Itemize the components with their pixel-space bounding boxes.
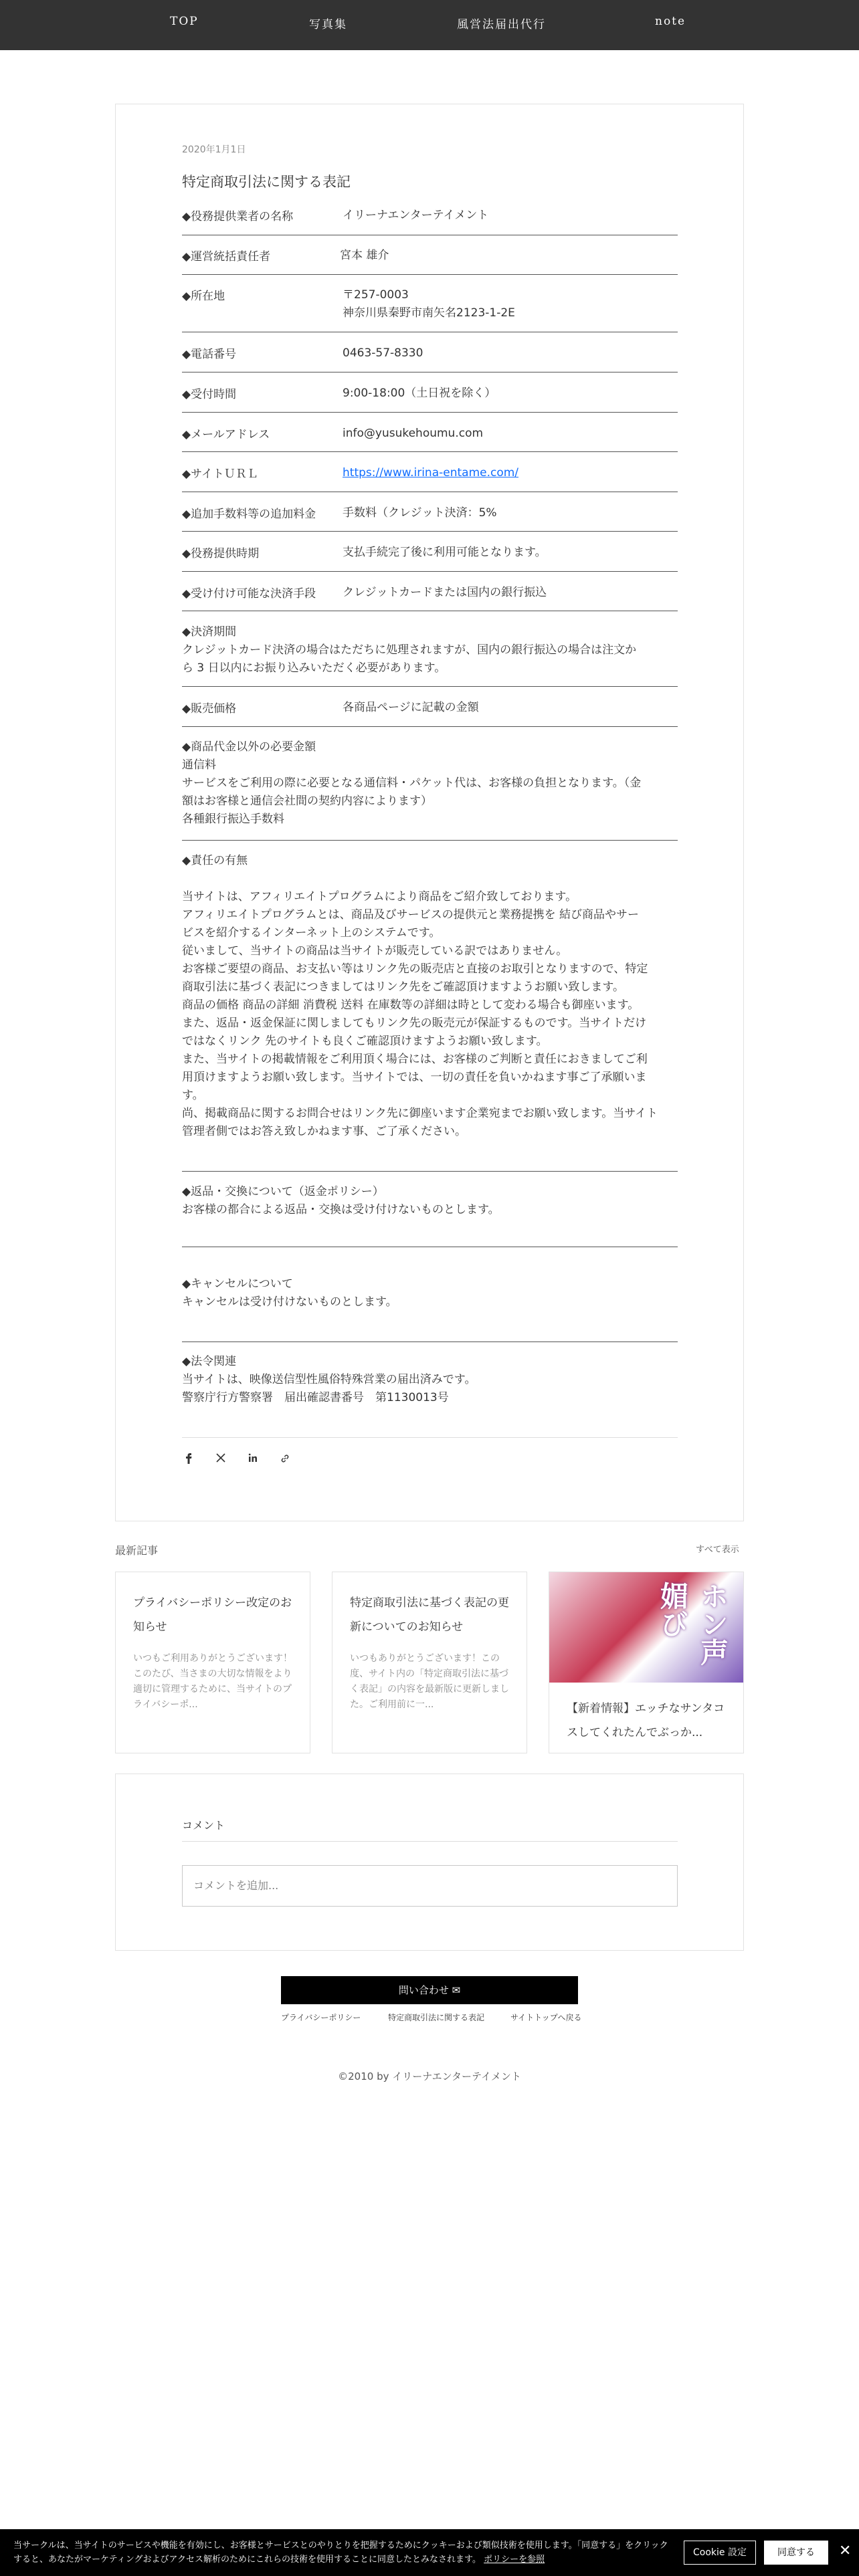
footer-link-top[interactable]: サイトトップへ戻る [510,2013,582,2022]
recent-post-thumbnail[interactable] [549,1572,744,1683]
section-text: 商品の価格 商品の詳細 消費税 送料 在庫数等の詳細は時として変わる場合も御座います。 [182,998,640,1012]
section-text: ではなくリンク 先のサイトも良くご確認頂けますようお願い致します。 [182,1035,548,1048]
section-text: 商取引法に基づく表記につきましてはリンク先をご確認頂けますようお願い致します。 [182,980,624,994]
comment-input[interactable]: コメントを追加... [182,1865,678,1907]
row-value: 9:00-18:00（土日祝を除く） [343,387,496,400]
divider [182,726,678,727]
nav-permit-service[interactable]: 風営法届出代行 [457,18,546,31]
row-value: info@yusukehoumu.com [343,427,484,440]
section-text: 警察庁行方警察署 届出確認書番号 第1130013号 [182,1391,449,1404]
footer-link-privacy[interactable]: プライバシーポリシー [281,2013,361,2022]
row-value: 0463-57-8330 [343,346,423,360]
section-text: サービスをご利用の際に必要となる通信料・パケット代は、お客様の負担となります。（金 [182,776,642,790]
section-text: ら 3 日以内にお振り込みいただく必要があります。 [182,661,446,675]
section-text: 尚、掲載商品に関するお問合せはリンク先に御座います企業宛までお願い致します。当サイト [182,1107,658,1120]
section-label: ◆キャンセルについて [182,1277,293,1291]
recent-post-title[interactable]: 特定商取引法に基づく表記の更新についてのお知らせ [350,1596,509,1634]
top-navigation [0,0,859,50]
law-section [182,1353,678,1407]
section-label: ◆責任の有無 [182,854,248,867]
section-text: 額はお客様と通信会社間の契約内容によります） [182,794,432,808]
section-text: お客様の都合による返品・交換は受け付けないものとします。 [182,1203,500,1216]
close-icon[interactable]: ✕ [839,2543,852,2559]
section-text: 管理者側ではお答え致しかねます事、ご了承ください。 [182,1125,466,1138]
footer-link-legal[interactable]: 特定商取引法に関する表記 [388,2013,485,2022]
row-label: ◆運営統括責任者 [182,250,271,263]
section-text: す。 [182,1089,204,1102]
settlement-section [182,623,678,677]
recent-posts-title: 最新記事 [115,1544,159,1557]
linkedin-icon[interactable] [246,1453,260,1467]
facebook-icon[interactable] [182,1453,195,1467]
cookie-settings-button[interactable]: Cookie 設定 [684,2541,756,2565]
recent-post-card[interactable] [332,1572,527,1753]
row-label: ◆受付時間 [182,388,237,401]
section-text: 当サイトは、アフィリエイトプログラムにより商品をご紹介致しております。 [182,890,577,903]
copyright: ©2010 by イリーナエンターテイメント [338,2070,521,2082]
divider [182,274,678,275]
x-icon[interactable] [214,1453,227,1467]
row-label: ◆受け付け可能な決済手段 [182,587,316,601]
recent-post-card[interactable] [549,1572,744,1753]
row-label: ◆役務提供業者の名称 [182,210,294,223]
section-text: 用頂けますようお願い致します。当サイトでは、一切の責任を負いかねます事ご了承願いま [182,1071,647,1084]
cookie-text-block [13,2539,669,2567]
section-text: 通信料 [182,758,216,772]
section-text: また、返品・返金保証に関しましてもリンク先の販売元が保証するものです。当サイトだけ [182,1016,647,1030]
section-text: ビスを紹介するインターネット上のシステムです。 [182,926,441,940]
recent-post-excerpt: いつもご利用ありがとうございます！ このたび、当さまの大切な情報をより適切に管理するために、当サイトのプライバシーポ... [133,1653,292,1710]
divider [182,686,678,687]
recent-post-card[interactable] [115,1572,310,1753]
divider [182,412,678,413]
link-icon[interactable] [278,1453,292,1467]
section-text: アフィリエイトプログラムとは、商品及びサービスの提供元と業務提携を 結び商品やサー [182,908,640,922]
section-text: クレジットカード決済の場合はただちに処理されますが、国内の銀行振込の場合は注文か [182,643,637,657]
post-title: 特定商取引法に関する表記 [182,174,351,190]
divider [182,1841,678,1842]
returns-section [182,1183,678,1219]
row-value-line2: 神奈川県秦野市南矢名2123-1-2E [343,306,515,320]
divider [182,531,678,532]
row-label: ◆電話番号 [182,348,237,361]
section-text: 各種銀行振込手数料 [182,813,284,826]
cookie-text: 当サークルは、当サイトのサービスや機能を有効にし、お客様とサービスとのやりとりを把握するためにクッキーおよび類似技術を使用します。「同意する」をクリックすると、あなたがマーケティングおよびアクセス解析のためにこれらの技術を使用することに同意したとみなされます。 [13,2541,668,2565]
section-text: お客様ご要望の商品、お支払い等はリンク先の販売店と直接のお取引となりますので、特定 [182,962,648,976]
recent-post-excerpt: いつもありがとうございます！この度、サイト内の「特定商取引法に基づく表記」の内容を最新版に更新しました。ご利用前に一... [350,1653,509,1710]
section-label: ◆法令関連 [182,1355,237,1368]
row-value: 支払手続完了後に利用可能となります。 [343,546,547,559]
post-card [115,104,744,1521]
cookie-accept-button[interactable]: 同意する [764,2541,828,2565]
cancel-section [182,1275,678,1311]
row-value: 手数料（クレジット決済：5% [343,506,497,520]
recent-post-title[interactable]: プライバシーポリシー改定のお知らせ [133,1596,292,1634]
recent-post-title[interactable]: 【新着情報】エッチなサンタコスしてくれたんでぶっか... [567,1702,725,1739]
row-value: クレジットカードまたは国内の銀行振込 [343,586,547,599]
site-url-link[interactable]: https://www.irina-entame.com/ [343,466,519,479]
post-date: 2020年1月1日 [182,144,246,155]
share-bar [182,1437,678,1438]
section-label: ◆商品代金以外の必要金額 [182,740,316,754]
divider [182,1341,678,1342]
row-value: 宮本 雄介 [340,249,389,262]
row-label: ◆サイトＵＲＬ [182,467,258,481]
section-label: ◆返品・交換について（返金ポリシー） [182,1185,384,1198]
thumbnail-caption: ホン声媚び [656,1582,729,1666]
comments-section [115,1774,744,1951]
cookie-banner [0,2529,859,2576]
divider [182,571,678,572]
row-value: イリーナエンターテイメント [343,209,489,222]
row-label: ◆所在地 [182,290,225,303]
nav-note[interactable]: note [655,15,686,28]
row-label: ◆販売価格 [182,702,237,716]
divider [182,451,678,452]
contact-button[interactable]: 問い合わせ ✉ [281,1976,578,2004]
section-text: 従いまして、当サイトの商品は当サイトが販売している訳ではありません。 [182,944,568,958]
extra-fees-section [182,738,678,829]
nav-photobook[interactable]: 写真集 [309,18,347,31]
section-text: 当サイトは、映像送信型性風俗特殊営業の届出済みです。 [182,1373,476,1386]
divider [182,1171,678,1172]
section-text: キャンセルは受け付けないものとします。 [182,1295,397,1309]
comments-title: コメント [182,1819,225,1832]
section-label: ◆決済期間 [182,625,237,639]
cookie-policy-link[interactable]: ポリシーを参照 [484,2555,545,2565]
row-label: ◆追加手数料等の追加料金 [182,508,316,521]
section-text: また、当サイトの掲載情報をご利用頂く場合には、お客様のご判断と責任におきましてご利 [182,1053,648,1066]
row-value: 各商品ページに記載の金額 [343,701,479,714]
row-value: 〒257-0003 [343,288,409,302]
divider [182,840,678,841]
responsibility-section [182,852,678,1141]
nav-top[interactable]: TOP [170,15,199,28]
see-all-link[interactable]: すべて表示 [696,1545,739,1555]
row-label: ◆役務提供時期 [182,547,260,560]
row-label: ◆メールアドレス [182,428,270,441]
